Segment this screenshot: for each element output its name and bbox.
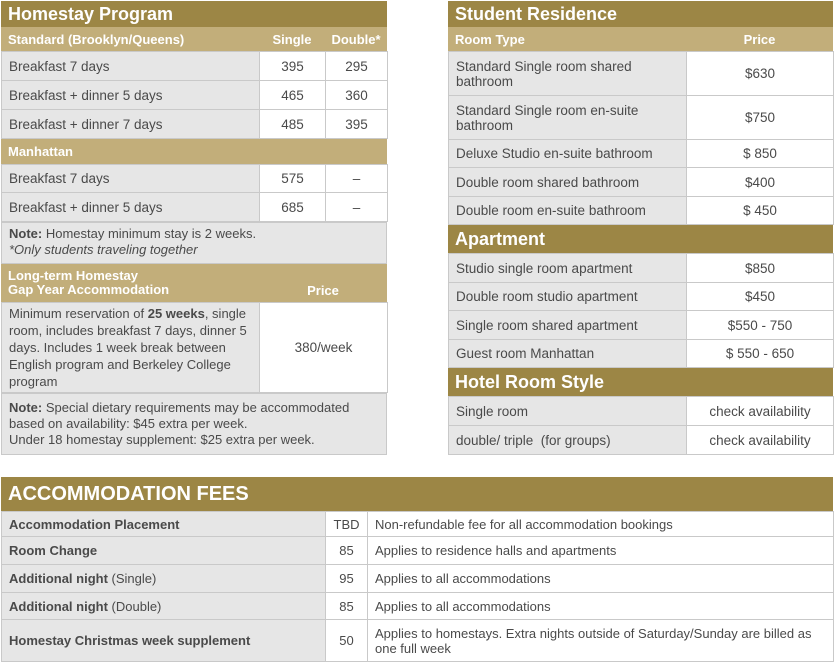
table-row <box>449 96 834 140</box>
standard-header-row <box>1 27 387 51</box>
residence-title: Student Residence <box>448 1 833 27</box>
hotel-title: Hotel Room Style <box>448 368 833 396</box>
fee-name: Additional night <box>9 571 108 586</box>
table-row <box>449 283 834 311</box>
manhattan-header-label: Manhattan <box>8 144 73 159</box>
table-row <box>449 197 834 225</box>
hotel-label: Single room <box>449 397 687 426</box>
table-row <box>2 593 834 620</box>
homestay-title: Homestay Program <box>1 1 387 27</box>
fee-sub: (Single) <box>107 571 157 586</box>
table-row <box>449 52 834 96</box>
fee-description: Applies to residence halls and apartments <box>368 537 834 565</box>
table-row <box>2 565 834 593</box>
row-label: Breakfast + dinner 5 days <box>2 81 260 110</box>
fee-name: Room Change <box>9 543 98 558</box>
room-label: Double room shared bathroom <box>449 168 687 197</box>
note-text: Special dietary requirements may be accommodated based on availability: $45 extra per week. <box>9 400 350 431</box>
single-price: 575 <box>260 165 326 193</box>
longterm-desc-post: , single room, includes breakfast 7 days, dinner 5 days. Includes 1 week break between English program and Berkeley College program <box>9 306 247 389</box>
table-row <box>2 52 388 81</box>
standard-header-label: Standard (Brooklyn/Queens) <box>8 31 185 47</box>
double-header: Double* <box>331 31 381 47</box>
longterm-header <box>1 264 387 302</box>
double-price: – <box>326 165 388 193</box>
fee-label <box>2 512 326 537</box>
fee-label <box>2 593 326 620</box>
note-text: Homestay minimum stay is 2 weeks. <box>42 226 257 241</box>
longterm-table <box>1 302 388 393</box>
room-type-header: Room Type <box>455 31 525 47</box>
note-label: Note: <box>9 400 43 415</box>
manhattan-table <box>1 164 388 222</box>
price-header: Price <box>743 31 776 47</box>
table-row <box>2 193 388 222</box>
note-label: Note: <box>9 226 43 241</box>
single-price: 465 <box>260 81 326 110</box>
fee-value: 95 <box>326 565 368 593</box>
longterm-header-line1: Long-term Homestay <box>8 268 139 283</box>
fee-name: Homestay Christmas week supplement <box>9 633 251 648</box>
longterm-desc-bold: 25 weeks <box>147 306 205 321</box>
hotel-table <box>448 396 834 455</box>
table-row <box>449 311 834 340</box>
apartment-price: $550 - 750 <box>687 311 834 340</box>
hotel-price: check availability <box>687 426 834 455</box>
homestay-note <box>1 222 387 264</box>
room-price: $ 850 <box>687 140 834 168</box>
fees-panel <box>1 477 833 662</box>
single-price: 485 <box>260 110 326 139</box>
room-price: $630 <box>687 52 834 96</box>
row-label: Breakfast 7 days <box>2 52 260 81</box>
table-row <box>2 110 388 139</box>
fee-label <box>2 537 326 565</box>
fee-label <box>2 620 326 662</box>
fee-description: Non-refundable fee for all accommodation bookings <box>368 512 834 537</box>
row-label: Breakfast + dinner 7 days <box>2 110 260 139</box>
double-price: 395 <box>326 110 388 139</box>
table-row <box>2 537 834 565</box>
fee-value: 85 <box>326 537 368 565</box>
residence-table <box>448 51 834 225</box>
room-label: Standard Single room shared bathroom <box>449 52 687 96</box>
longterm-desc-pre: Minimum reservation of <box>9 306 148 321</box>
row-label: Breakfast 7 days <box>2 165 260 193</box>
fee-description: Applies to all accommodations <box>368 565 834 593</box>
room-price: $ 450 <box>687 197 834 225</box>
single-price: 395 <box>260 52 326 81</box>
fee-value: TBD <box>326 512 368 537</box>
apartment-label: Guest room Manhattan <box>449 340 687 368</box>
table-row <box>449 168 834 197</box>
table-row <box>2 303 388 393</box>
row-label: Breakfast + dinner 5 days <box>2 193 260 222</box>
longterm-price-header: Price <box>307 282 339 298</box>
double-price: 295 <box>326 52 388 81</box>
fee-label <box>2 565 326 593</box>
apartment-price: $ 550 - 650 <box>687 340 834 368</box>
single-header: Single <box>272 31 312 47</box>
apartment-label: Double room studio apartment <box>449 283 687 311</box>
fee-name: Additional night <box>9 598 108 614</box>
room-label: Standard Single room en-suite bathroom <box>449 96 687 140</box>
apartment-price: $450 <box>687 283 834 311</box>
single-price: 685 <box>260 193 326 222</box>
apartment-label: Studio single room apartment <box>449 254 687 283</box>
note-italic: *Only students traveling together <box>9 242 198 257</box>
fee-value: 85 <box>326 593 368 620</box>
fees-title: ACCOMMODATION FEES <box>1 477 833 511</box>
room-label: Double room en-suite bathroom <box>449 197 687 225</box>
homestay-panel <box>1 1 387 455</box>
hotel-price: check availability <box>687 397 834 426</box>
apartment-price: $850 <box>687 254 834 283</box>
longterm-price: 380/week <box>260 303 388 393</box>
table-row <box>2 165 388 193</box>
dietary-note <box>1 393 387 455</box>
longterm-header-line2: Gap Year Accommodation <box>8 282 170 297</box>
fee-name: Accommodation Placement <box>9 516 180 532</box>
manhattan-header <box>1 139 387 164</box>
fee-value: 50 <box>326 620 368 662</box>
room-price: $750 <box>687 96 834 140</box>
room-label: Deluxe Studio en-suite bathroom <box>449 140 687 168</box>
table-row <box>2 81 388 110</box>
longterm-description <box>2 303 260 393</box>
fees-table <box>1 511 834 662</box>
fee-description: Applies to all accommodations <box>368 593 834 620</box>
apartment-label: Single room shared apartment <box>449 311 687 340</box>
table-row <box>449 397 834 426</box>
hotel-label: double/ triple (for groups) <box>449 426 687 455</box>
room-price: $400 <box>687 168 834 197</box>
table-row <box>449 426 834 455</box>
double-price: 360 <box>326 81 388 110</box>
apartment-table <box>448 253 834 368</box>
fee-sub: (Double) <box>107 598 162 614</box>
standard-table <box>1 51 388 139</box>
table-row <box>2 512 834 537</box>
double-price: – <box>326 193 388 222</box>
table-row <box>449 254 834 283</box>
residence-header-row <box>448 27 833 51</box>
fee-description: Applies to homestays. Extra nights outside of Saturday/Sunday are billed as one full week <box>368 620 834 662</box>
table-row <box>449 340 834 368</box>
note-line2: Under 18 homestay supplement: $25 extra per week. <box>9 432 315 447</box>
residence-panel <box>448 1 833 455</box>
apartment-title: Apartment <box>448 225 833 253</box>
table-row <box>2 620 834 662</box>
table-row <box>449 140 834 168</box>
